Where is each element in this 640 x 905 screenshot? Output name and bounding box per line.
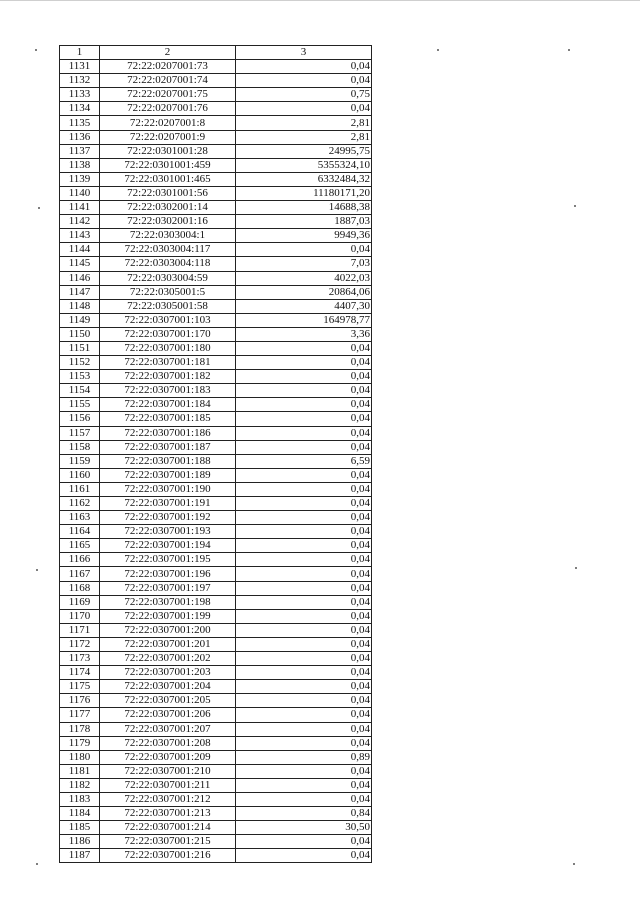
value-cell: 0,04 bbox=[236, 680, 372, 694]
row-number-cell: 1173 bbox=[60, 652, 100, 666]
cadastral-number-cell: 72:22:0303004:118 bbox=[100, 257, 236, 271]
row-number-cell: 1165 bbox=[60, 539, 100, 553]
row-number-cell: 1139 bbox=[60, 172, 100, 186]
value-cell: 0,04 bbox=[236, 849, 372, 863]
table-row bbox=[60, 807, 372, 821]
value-cell: 7,03 bbox=[236, 257, 372, 271]
value-cell: 0,04 bbox=[236, 666, 372, 680]
value-cell: 6332484,32 bbox=[236, 172, 372, 186]
cadastral-number-cell: 72:22:0207001:74 bbox=[100, 74, 236, 88]
table-row bbox=[60, 313, 372, 327]
cadastral-number-cell: 72:22:0307001:189 bbox=[100, 468, 236, 482]
table-row bbox=[60, 426, 372, 440]
scan-speck bbox=[36, 863, 38, 865]
value-cell: 0,04 bbox=[236, 341, 372, 355]
value-cell: 0,04 bbox=[236, 708, 372, 722]
value-cell: 0,04 bbox=[236, 595, 372, 609]
cadastral-number-cell: 72:22:0307001:186 bbox=[100, 426, 236, 440]
row-number-cell: 1169 bbox=[60, 595, 100, 609]
table-row bbox=[60, 750, 372, 764]
row-number-cell: 1182 bbox=[60, 778, 100, 792]
table-row bbox=[60, 257, 372, 271]
table-row bbox=[60, 243, 372, 257]
table-row bbox=[60, 835, 372, 849]
row-number-cell: 1179 bbox=[60, 736, 100, 750]
row-number-cell: 1148 bbox=[60, 299, 100, 313]
table-row bbox=[60, 229, 372, 243]
value-cell: 0,04 bbox=[236, 623, 372, 637]
scan-speck bbox=[574, 205, 576, 207]
value-cell: 0,04 bbox=[236, 511, 372, 525]
cadastral-number-cell: 72:22:0307001:192 bbox=[100, 511, 236, 525]
row-number-cell: 1144 bbox=[60, 243, 100, 257]
table-row bbox=[60, 201, 372, 215]
row-number-cell: 1181 bbox=[60, 764, 100, 778]
cadastral-number-cell: 72:22:0307001:210 bbox=[100, 764, 236, 778]
cadastral-number-cell: 72:22:0307001:182 bbox=[100, 370, 236, 384]
table-row bbox=[60, 736, 372, 750]
row-number-cell: 1180 bbox=[60, 750, 100, 764]
cadastral-number-cell: 72:22:0301001:28 bbox=[100, 144, 236, 158]
table-row bbox=[60, 440, 372, 454]
value-cell: 0,04 bbox=[236, 60, 372, 74]
cadastral-number-cell: 72:22:0307001:197 bbox=[100, 581, 236, 595]
cadastral-value-table bbox=[59, 45, 372, 863]
row-number-cell: 1171 bbox=[60, 623, 100, 637]
row-number-cell: 1141 bbox=[60, 201, 100, 215]
value-cell: 164978,77 bbox=[236, 313, 372, 327]
table-row bbox=[60, 327, 372, 341]
value-cell: 1887,03 bbox=[236, 215, 372, 229]
cadastral-number-cell: 72:22:0307001:216 bbox=[100, 849, 236, 863]
cadastral-number-cell: 72:22:0307001:213 bbox=[100, 807, 236, 821]
table-row bbox=[60, 821, 372, 835]
table-row bbox=[60, 849, 372, 863]
value-cell: 0,04 bbox=[236, 539, 372, 553]
cadastral-number-cell: 72:22:0307001:196 bbox=[100, 567, 236, 581]
table-row bbox=[60, 595, 372, 609]
cadastral-number-cell: 72:22:0207001:8 bbox=[100, 116, 236, 130]
value-cell: 14688,38 bbox=[236, 201, 372, 215]
value-cell: 0,04 bbox=[236, 736, 372, 750]
row-number-cell: 1177 bbox=[60, 708, 100, 722]
table-row bbox=[60, 623, 372, 637]
value-cell: 0,04 bbox=[236, 553, 372, 567]
row-number-cell: 1146 bbox=[60, 271, 100, 285]
table-row bbox=[60, 102, 372, 116]
table-row bbox=[60, 74, 372, 88]
scan-speck bbox=[575, 567, 577, 569]
row-number-cell: 1133 bbox=[60, 88, 100, 102]
row-number-cell: 1154 bbox=[60, 384, 100, 398]
value-cell: 0,04 bbox=[236, 497, 372, 511]
table-row bbox=[60, 370, 372, 384]
row-number-cell: 1134 bbox=[60, 102, 100, 116]
value-cell: 24995,75 bbox=[236, 144, 372, 158]
scan-speck bbox=[35, 49, 37, 51]
row-number-cell: 1142 bbox=[60, 215, 100, 229]
cadastral-number-cell: 72:22:0307001:103 bbox=[100, 313, 236, 327]
table-row bbox=[60, 708, 372, 722]
row-number-cell: 1158 bbox=[60, 440, 100, 454]
value-cell: 0,04 bbox=[236, 525, 372, 539]
value-cell: 0,04 bbox=[236, 412, 372, 426]
row-number-cell: 1135 bbox=[60, 116, 100, 130]
table-body bbox=[60, 60, 372, 863]
value-cell: 0,04 bbox=[236, 637, 372, 651]
value-cell: 0,04 bbox=[236, 440, 372, 454]
value-cell: 30,50 bbox=[236, 821, 372, 835]
table-row bbox=[60, 637, 372, 651]
cadastral-number-cell: 72:22:0307001:203 bbox=[100, 666, 236, 680]
row-number-cell: 1149 bbox=[60, 313, 100, 327]
cadastral-number-cell: 72:22:0301001:465 bbox=[100, 172, 236, 186]
row-number-cell: 1137 bbox=[60, 144, 100, 158]
value-cell: 0,04 bbox=[236, 74, 372, 88]
cadastral-number-cell: 72:22:0307001:198 bbox=[100, 595, 236, 609]
row-number-cell: 1143 bbox=[60, 229, 100, 243]
row-number-cell: 1155 bbox=[60, 398, 100, 412]
value-cell: 0,04 bbox=[236, 609, 372, 623]
row-number-cell: 1162 bbox=[60, 497, 100, 511]
scan-speck bbox=[36, 569, 38, 571]
value-cell: 0,04 bbox=[236, 792, 372, 806]
row-number-cell: 1160 bbox=[60, 468, 100, 482]
table-row bbox=[60, 158, 372, 172]
table-row bbox=[60, 609, 372, 623]
value-cell: 0,04 bbox=[236, 567, 372, 581]
row-number-cell: 1178 bbox=[60, 722, 100, 736]
cadastral-number-cell: 72:22:0307001:195 bbox=[100, 553, 236, 567]
cadastral-number-cell: 72:22:0307001:202 bbox=[100, 652, 236, 666]
table-row bbox=[60, 511, 372, 525]
row-number-cell: 1164 bbox=[60, 525, 100, 539]
table-row bbox=[60, 60, 372, 74]
row-number-cell: 1187 bbox=[60, 849, 100, 863]
table-row bbox=[60, 172, 372, 186]
value-cell: 0,04 bbox=[236, 778, 372, 792]
value-cell: 0,04 bbox=[236, 356, 372, 370]
cadastral-number-cell: 72:22:0307001:183 bbox=[100, 384, 236, 398]
row-number-cell: 1185 bbox=[60, 821, 100, 835]
row-number-cell: 1152 bbox=[60, 356, 100, 370]
table-row bbox=[60, 88, 372, 102]
value-cell: 0,04 bbox=[236, 764, 372, 778]
table-header-row bbox=[60, 46, 372, 60]
cadastral-number-cell: 72:22:0307001:212 bbox=[100, 792, 236, 806]
cadastral-number-cell: 72:22:0307001:206 bbox=[100, 708, 236, 722]
table-row bbox=[60, 722, 372, 736]
row-number-cell: 1136 bbox=[60, 130, 100, 144]
table-row bbox=[60, 299, 372, 313]
scan-speck bbox=[568, 49, 570, 51]
cadastral-number-cell: 72:22:0301001:56 bbox=[100, 186, 236, 200]
cadastral-number-cell: 72:22:0307001:207 bbox=[100, 722, 236, 736]
value-cell: 4407,30 bbox=[236, 299, 372, 313]
cadastral-number-cell: 72:22:0307001:204 bbox=[100, 680, 236, 694]
cadastral-number-cell: 72:22:0302001:16 bbox=[100, 215, 236, 229]
table-row bbox=[60, 356, 372, 370]
value-cell: 0,04 bbox=[236, 722, 372, 736]
cadastral-number-cell: 72:22:0305001:58 bbox=[100, 299, 236, 313]
cadastral-number-cell: 72:22:0303004:117 bbox=[100, 243, 236, 257]
table-row bbox=[60, 412, 372, 426]
table-row bbox=[60, 792, 372, 806]
row-number-cell: 1166 bbox=[60, 553, 100, 567]
table-row bbox=[60, 398, 372, 412]
row-number-cell: 1132 bbox=[60, 74, 100, 88]
table-row bbox=[60, 215, 372, 229]
row-number-cell: 1147 bbox=[60, 285, 100, 299]
row-number-cell: 1175 bbox=[60, 680, 100, 694]
cadastral-number-cell: 72:22:0307001:181 bbox=[100, 356, 236, 370]
row-number-cell: 1163 bbox=[60, 511, 100, 525]
row-number-cell: 1167 bbox=[60, 567, 100, 581]
row-number-cell: 1176 bbox=[60, 694, 100, 708]
cadastral-number-cell: 72:22:0307001:201 bbox=[100, 637, 236, 651]
column-header-value: 3 bbox=[236, 46, 372, 60]
cadastral-number-cell: 72:22:0307001:170 bbox=[100, 327, 236, 341]
scan-speck bbox=[437, 49, 439, 51]
cadastral-number-cell: 72:22:0307001:193 bbox=[100, 525, 236, 539]
cadastral-number-cell: 72:22:0302001:14 bbox=[100, 201, 236, 215]
column-header-cadastral-number: 2 bbox=[100, 46, 236, 60]
cadastral-number-cell: 72:22:0307001:214 bbox=[100, 821, 236, 835]
table-row bbox=[60, 130, 372, 144]
cadastral-number-cell: 72:22:0307001:211 bbox=[100, 778, 236, 792]
cadastral-number-cell: 72:22:0307001:187 bbox=[100, 440, 236, 454]
cadastral-number-cell: 72:22:0207001:76 bbox=[100, 102, 236, 116]
cadastral-number-cell: 72:22:0307001:205 bbox=[100, 694, 236, 708]
value-cell: 4022,03 bbox=[236, 271, 372, 285]
value-cell: 2,81 bbox=[236, 130, 372, 144]
row-number-cell: 1151 bbox=[60, 341, 100, 355]
table-row bbox=[60, 764, 372, 778]
row-number-cell: 1138 bbox=[60, 158, 100, 172]
table-row bbox=[60, 567, 372, 581]
row-number-cell: 1153 bbox=[60, 370, 100, 384]
row-number-cell: 1161 bbox=[60, 482, 100, 496]
table-row bbox=[60, 144, 372, 158]
table-row bbox=[60, 384, 372, 398]
cadastral-number-cell: 72:22:0305001:5 bbox=[100, 285, 236, 299]
cadastral-number-cell: 72:22:0303004:59 bbox=[100, 271, 236, 285]
cadastral-number-cell: 72:22:0307001:191 bbox=[100, 497, 236, 511]
value-cell: 0,04 bbox=[236, 426, 372, 440]
cadastral-number-cell: 72:22:0207001:9 bbox=[100, 130, 236, 144]
table-row bbox=[60, 285, 372, 299]
row-number-cell: 1156 bbox=[60, 412, 100, 426]
cadastral-number-cell: 72:22:0307001:208 bbox=[100, 736, 236, 750]
cadastral-number-cell: 72:22:0207001:73 bbox=[100, 60, 236, 74]
cadastral-number-cell: 72:22:0307001:209 bbox=[100, 750, 236, 764]
cadastral-number-cell: 72:22:0207001:75 bbox=[100, 88, 236, 102]
value-cell: 11180171,20 bbox=[236, 186, 372, 200]
row-number-cell: 1170 bbox=[60, 609, 100, 623]
scan-speck bbox=[38, 207, 40, 209]
value-cell: 0,89 bbox=[236, 750, 372, 764]
cadastral-number-cell: 72:22:0307001:215 bbox=[100, 835, 236, 849]
value-cell: 20864,06 bbox=[236, 285, 372, 299]
row-number-cell: 1183 bbox=[60, 792, 100, 806]
table-row bbox=[60, 271, 372, 285]
row-number-cell: 1184 bbox=[60, 807, 100, 821]
cadastral-number-cell: 72:22:0301001:459 bbox=[100, 158, 236, 172]
cadastral-number-cell: 72:22:0307001:199 bbox=[100, 609, 236, 623]
row-number-cell: 1157 bbox=[60, 426, 100, 440]
cadastral-number-cell: 72:22:0307001:200 bbox=[100, 623, 236, 637]
value-cell: 0,04 bbox=[236, 581, 372, 595]
table-row bbox=[60, 539, 372, 553]
row-number-cell: 1168 bbox=[60, 581, 100, 595]
row-number-cell: 1150 bbox=[60, 327, 100, 341]
cadastral-number-cell: 72:22:0307001:185 bbox=[100, 412, 236, 426]
row-number-cell: 1174 bbox=[60, 666, 100, 680]
value-cell: 0,04 bbox=[236, 652, 372, 666]
column-header-number: 1 bbox=[60, 46, 100, 60]
table-row bbox=[60, 482, 372, 496]
value-cell: 0,04 bbox=[236, 835, 372, 849]
table-row bbox=[60, 116, 372, 130]
value-cell: 6,59 bbox=[236, 454, 372, 468]
table-row bbox=[60, 525, 372, 539]
table-row bbox=[60, 186, 372, 200]
cadastral-number-cell: 72:22:0307001:190 bbox=[100, 482, 236, 496]
table-row bbox=[60, 497, 372, 511]
table-row bbox=[60, 581, 372, 595]
row-number-cell: 1186 bbox=[60, 835, 100, 849]
row-number-cell: 1159 bbox=[60, 454, 100, 468]
table-row bbox=[60, 778, 372, 792]
value-cell: 0,75 bbox=[236, 88, 372, 102]
table-row bbox=[60, 454, 372, 468]
value-cell: 3,36 bbox=[236, 327, 372, 341]
table-row bbox=[60, 694, 372, 708]
value-cell: 5355324,10 bbox=[236, 158, 372, 172]
scan-speck bbox=[573, 863, 575, 865]
cadastral-number-cell: 72:22:0303004:1 bbox=[100, 229, 236, 243]
row-number-cell: 1172 bbox=[60, 637, 100, 651]
cadastral-number-cell: 72:22:0307001:180 bbox=[100, 341, 236, 355]
value-cell: 0,04 bbox=[236, 482, 372, 496]
cadastral-number-cell: 72:22:0307001:194 bbox=[100, 539, 236, 553]
row-number-cell: 1140 bbox=[60, 186, 100, 200]
table-row bbox=[60, 553, 372, 567]
value-cell: 0,04 bbox=[236, 468, 372, 482]
value-cell: 0,04 bbox=[236, 370, 372, 384]
row-number-cell: 1131 bbox=[60, 60, 100, 74]
value-cell: 2,81 bbox=[236, 116, 372, 130]
table-row bbox=[60, 666, 372, 680]
value-cell: 0,04 bbox=[236, 243, 372, 257]
table-row bbox=[60, 341, 372, 355]
table-row bbox=[60, 652, 372, 666]
cadastral-number-cell: 72:22:0307001:188 bbox=[100, 454, 236, 468]
value-cell: 0,04 bbox=[236, 102, 372, 116]
value-cell: 0,04 bbox=[236, 694, 372, 708]
value-cell: 9949,36 bbox=[236, 229, 372, 243]
value-cell: 0,04 bbox=[236, 398, 372, 412]
row-number-cell: 1145 bbox=[60, 257, 100, 271]
table-row bbox=[60, 680, 372, 694]
value-cell: 0,84 bbox=[236, 807, 372, 821]
cadastral-number-cell: 72:22:0307001:184 bbox=[100, 398, 236, 412]
table-row bbox=[60, 468, 372, 482]
value-cell: 0,04 bbox=[236, 384, 372, 398]
